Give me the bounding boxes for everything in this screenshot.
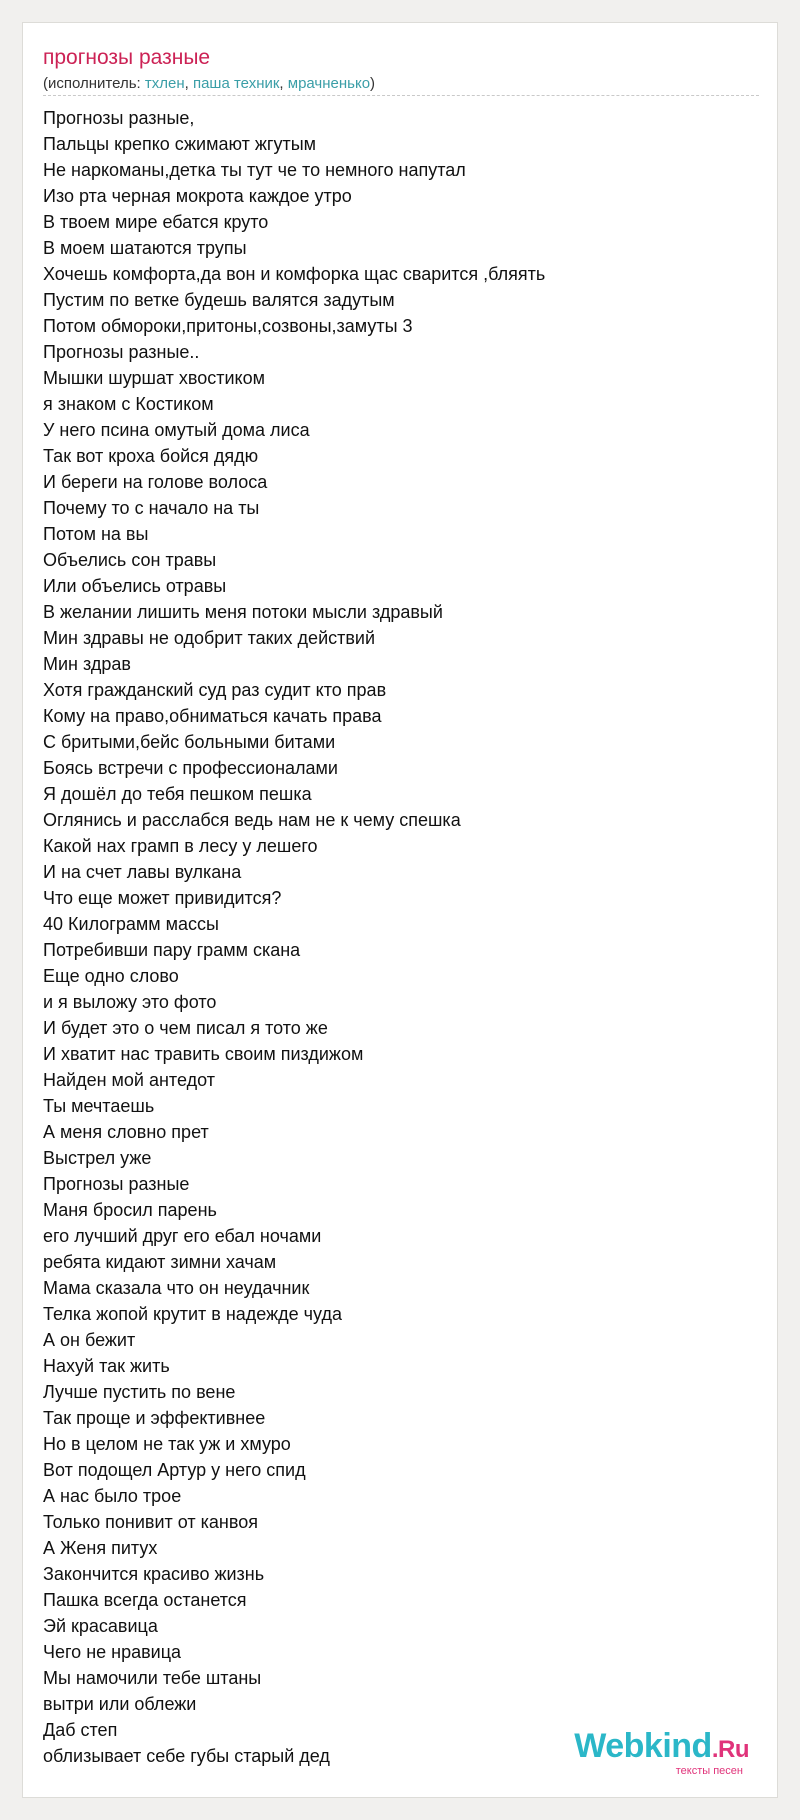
lyric-line: А нас было трое xyxy=(43,1486,182,1506)
artist-link-3[interactable]: мрачненько xyxy=(287,75,371,92)
lyric-line: Лучше пустить по вене xyxy=(43,1382,236,1402)
lyric-line: ребята кидают зимни хачам xyxy=(43,1252,277,1272)
lyric-line: Какой нах грамп в лесу у лешего xyxy=(43,836,318,856)
logo-wordmark xyxy=(574,1729,749,1767)
lyric-line: облизывает себе губы старый дед xyxy=(43,1746,330,1766)
lyric-line: Прогнозы разные.. xyxy=(43,342,200,362)
lyric-line: Телка жопой крутит в надежде чуда xyxy=(43,1304,342,1324)
lyric-line: Мы намочили тебе штаны xyxy=(43,1668,262,1688)
lyric-line: Пальцы крепко сжимают жгутым xyxy=(43,134,317,154)
lyric-line: Выстрел уже xyxy=(43,1148,152,1168)
lyric-line: его лучший друг его ебал ночами xyxy=(43,1226,322,1246)
lyric-line: Закончится красиво жизнь xyxy=(43,1564,265,1584)
lyrics-text xyxy=(43,105,759,1769)
logo-name: Webkind xyxy=(574,1727,712,1765)
lyric-line: А меня словно прет xyxy=(43,1122,209,1142)
lyric-line: Боясь встречи с профессионалами xyxy=(43,758,338,778)
lyric-line: Нахуй так жить xyxy=(43,1356,170,1376)
lyric-line: Потом на вы xyxy=(43,524,149,544)
lyric-line: Так вот кроха бойся дядю xyxy=(43,446,259,466)
lyric-line: Объелись сон травы xyxy=(43,550,217,570)
lyric-line: Даб степ xyxy=(43,1720,118,1740)
lyric-line: В моем шатаются трупы xyxy=(43,238,247,258)
lyric-line: и я выложу это фото xyxy=(43,992,217,1012)
lyric-line: Пашка всегда останется xyxy=(43,1590,247,1610)
lyric-line: Я дошёл до тебя пешком пешка xyxy=(43,784,312,804)
lyric-line: А Женя питух xyxy=(43,1538,158,1558)
lyric-line: Или объелись отравы xyxy=(43,576,227,596)
site-logo[interactable] xyxy=(574,1729,749,1777)
lyric-line: вытри или облежи xyxy=(43,1694,197,1714)
lyric-line: Эй красавица xyxy=(43,1616,158,1636)
lyric-line: Оглянись и расслабся ведь нам не к чему спешка xyxy=(43,810,461,830)
lyric-line: Маня бросил парень xyxy=(43,1200,217,1220)
lyric-line: Мама сказала что он неудачник xyxy=(43,1278,310,1298)
artist-link-2[interactable]: паша техник xyxy=(192,75,280,92)
lyric-line: И будет это о чем писал я тото же xyxy=(43,1018,328,1038)
lyric-line: Хотя гражданский суд раз судит кто прав xyxy=(43,680,387,700)
lyric-line: Еще одно слово xyxy=(43,966,179,986)
logo-tld: .Ru xyxy=(711,1736,749,1763)
lyric-line: И на счет лавы вулкана xyxy=(43,862,242,882)
lyric-line: я знаком с Костиком xyxy=(43,394,214,414)
lyric-line: Мин здрав xyxy=(43,654,131,674)
lyric-line: Мышки шуршат хвостиком xyxy=(43,368,265,388)
performer-separator: , xyxy=(184,75,193,92)
lyric-line: Изо рта черная мокрота каждое утро xyxy=(43,186,352,206)
dashed-divider xyxy=(43,95,759,96)
performer-prefix: (исполнитель: xyxy=(43,75,145,92)
lyric-line: Почему то с начало на ты xyxy=(43,498,260,518)
lyric-line: Хочешь комфорта,да вон и комфорка щас сварится ,бляять xyxy=(43,264,546,284)
lyric-line: С бритыми,бейс больными битами xyxy=(43,732,336,752)
lyric-line: Не наркоманы,детка ты тут че то немного напутал xyxy=(43,160,466,180)
lyric-line: Но в целом не так уж и хмуро xyxy=(43,1434,291,1454)
performer-line xyxy=(43,74,375,94)
lyric-line: Так проще и эффективнее xyxy=(43,1408,266,1428)
lyric-line: Найден мой антедот xyxy=(43,1070,215,1090)
song-title: прогнозы разные xyxy=(43,46,211,69)
performer-suffix: ) xyxy=(370,75,376,92)
lyric-line: Потом обмороки,притоны,созвоны,замуты 3 xyxy=(43,316,413,336)
lyric-line: И хватит нас травить своим пиздижом xyxy=(43,1044,364,1064)
performer-separator: , xyxy=(279,75,288,92)
lyric-line: Прогнозы разные, xyxy=(43,108,195,128)
lyric-line: Что еще может привидится? xyxy=(43,888,282,908)
lyric-line: Пустим по ветке будешь валятся задутым xyxy=(43,290,395,310)
lyric-line: Прогнозы разные xyxy=(43,1174,190,1194)
lyric-line: И береги на голове волоса xyxy=(43,472,268,492)
lyric-line: Только понивит от канвоя xyxy=(43,1512,258,1532)
lyric-line: Вот подощел Артур у него спид xyxy=(43,1460,306,1480)
lyric-line: У него псина омутый дома лиса xyxy=(43,420,310,440)
lyrics-card xyxy=(22,22,778,1798)
lyric-line: Потребивши пару грамм скана xyxy=(43,940,301,960)
lyric-line: В твоем мире ебатся круто xyxy=(43,212,269,232)
artist-link-1[interactable]: тхлен xyxy=(144,75,185,92)
lyric-line: 40 Килограмм массы xyxy=(43,914,219,934)
lyric-line: Кому на право,обниматься качать права xyxy=(43,706,382,726)
lyric-line: Чего не нравица xyxy=(43,1642,182,1662)
lyric-line: А он бежит xyxy=(43,1330,136,1350)
lyric-line: Ты мечтаешь xyxy=(43,1096,155,1116)
logo-tagline: тексты песен xyxy=(675,1765,743,1777)
lyric-line: В желании лишить меня потоки мысли здравый xyxy=(43,602,443,622)
lyric-line: Мин здравы не одобрит таких действий xyxy=(43,628,376,648)
